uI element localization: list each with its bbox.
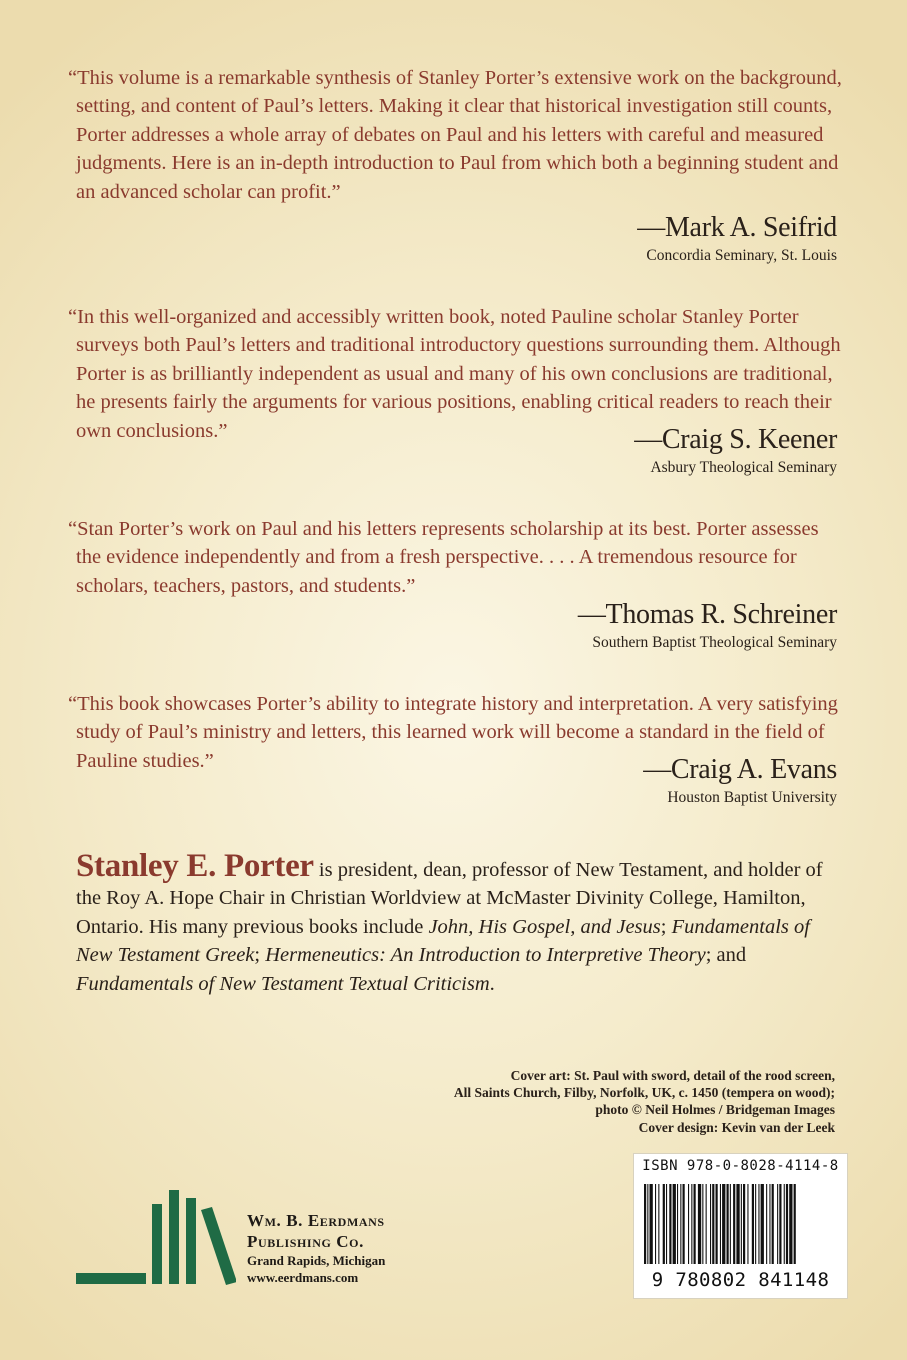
author-name: Stanley E. Porter: [76, 848, 314, 884]
barcode-bar: [722, 1184, 725, 1264]
endorsement-seifrid: [68, 64, 846, 206]
barcode-bar: [769, 1184, 770, 1264]
barcode-bar: [647, 1184, 648, 1264]
cover-credits: [405, 1067, 835, 1136]
endorsement-quote: “This book showcases Porter’s ability to integrate history and interpretation. A very satisfying study of Paul’s ministry and letters, this learned work will become a standard in the field of Pauline studies.”: [68, 693, 838, 772]
barcode-bar: [786, 1184, 788, 1264]
barcode-bar: [747, 1184, 748, 1264]
barcode-bar: [779, 1184, 781, 1264]
barcode-bar: [680, 1184, 681, 1264]
barcode-bar: [702, 1184, 703, 1264]
barcode-bar: [727, 1184, 729, 1264]
endorsement-author-name: —Craig A. Evans: [643, 754, 837, 785]
barcode-bar: [752, 1184, 754, 1264]
barcode-bar: [789, 1184, 792, 1264]
barcode-bar: [761, 1184, 764, 1264]
author-bio: [76, 848, 846, 998]
endorsement-schreiner: [68, 515, 846, 600]
barcode-bar: [741, 1184, 742, 1264]
barcode-bar: [666, 1184, 667, 1264]
barcode-bar: [698, 1184, 701, 1264]
barcode-bar: [766, 1184, 767, 1264]
barcode-bar: [784, 1184, 785, 1264]
barcode-bar: [777, 1184, 778, 1264]
barcode-bar: [688, 1184, 689, 1264]
endorsement-author-name: —Craig S. Keener: [634, 424, 837, 455]
barcode-bar: [720, 1184, 721, 1264]
endorsement-author-institution: Asbury Theological Seminary: [650, 459, 837, 476]
barcode-bar: [743, 1184, 745, 1264]
barcode-bars: [644, 1184, 837, 1270]
publisher-url: www.eerdmans.com: [247, 1270, 359, 1285]
publisher-name: Wm. B. Eerdmans: [247, 1211, 385, 1230]
endorsement-author-institution: Houston Baptist University: [667, 789, 837, 806]
credit-line: Cover art: St. Paul with sword, detail of the rood screen,: [510, 1068, 835, 1083]
barcode-bar: [650, 1184, 653, 1264]
barcode-bar: [716, 1184, 718, 1264]
barcode-bar: [658, 1184, 659, 1264]
barcode-bar: [694, 1184, 696, 1264]
isbn-label: ISBN 978-0-8028-4114-8: [642, 1158, 839, 1174]
barcode-bar: [683, 1184, 685, 1264]
barcode-bar: [758, 1184, 759, 1264]
barcode-bar: [691, 1184, 692, 1264]
barcode-bar: [655, 1184, 656, 1264]
bio-separator: ; and: [705, 944, 747, 967]
credit-line: photo © Neil Holmes / Bridgeman Images: [595, 1102, 835, 1118]
endorsement-author-name: —Thomas R. Schreiner: [577, 599, 837, 630]
credit-line: Cover design: Kevin van der Leek: [638, 1119, 835, 1135]
barcode-bar: [663, 1184, 665, 1264]
publisher-info: [247, 1210, 385, 1286]
book-title: Fundamentals of New Testament Textual Criticism: [76, 972, 490, 995]
bio-separator: ;: [254, 944, 266, 967]
barcode-bar: [673, 1184, 676, 1264]
isbn-barcode: [633, 1153, 848, 1299]
bio-text: is president, dean, professor of New Testament, and holder of the Roy A. Hope Chair in Christian Worldview at McMaster Divinity College, Hamilton, Ontario. His many previous books include: [76, 859, 823, 938]
barcode-bar: [794, 1184, 796, 1264]
endorsement-author-institution: Southern Baptist Theological Seminary: [592, 634, 837, 651]
barcode-bar: [772, 1184, 774, 1264]
barcode-bar: [669, 1184, 671, 1264]
endorsement-quote: “In this well-organized and accessibly written book, noted Pauline scholar Stanley Porter surveys both Paul’s letters and traditional introductory questions surrounding them. Although Porter is as brilliantly independent as usual and many of his own conclusions are traditional, he presents fairly the arguments for various positions, enabling critical readers to reach their own conclusions.”: [68, 306, 841, 442]
bio-end: .: [489, 972, 495, 995]
endorsement-author-institution: Concordia Seminary, St. Louis: [646, 247, 837, 264]
publisher-city: Grand Rapids, Michigan: [247, 1253, 386, 1268]
endorsement-quote: “Stan Porter’s work on Paul and his letters represents scholarship at its best. Porter assesses the evidence independently and from a fresh perspective. . . . A tremendous resource for scholars, teachers, pastors, and students.”: [68, 518, 819, 597]
barcode-bar: [710, 1184, 711, 1264]
barcode-bar: [730, 1184, 731, 1264]
endorsement-author-name: —Mark A. Seifrid: [637, 212, 837, 243]
book-title: Fundamentals of New Testament Greek: [76, 915, 810, 967]
barcode-bar: [755, 1184, 756, 1264]
barcode-bar: [644, 1184, 646, 1264]
book-title: John, His Gospel, and Jesus: [428, 915, 661, 938]
publisher-name-line2: Publishing Co.: [247, 1232, 364, 1251]
eerdmans-logo-icon: [76, 1190, 236, 1286]
barcode-bar: [712, 1184, 714, 1264]
endorsement-quote: “This volume is a remarkable synthesis of Stanley Porter’s extensive work on the background, setting, and content of Paul’s letters. Making it clear that historical investigation still counts, Porter addresses a whole array of debates on Paul and his letters with careful and measured judgments. Here is an in-depth introduction to Paul from which both a beginning student and an advanced scholar can profit.”: [68, 67, 842, 203]
bio-separator: ;: [660, 915, 672, 938]
barcode-bar: [706, 1184, 707, 1264]
credit-line: All Saints Church, Filby, Norfolk, UK, c. 1450 (tempera on wood);: [453, 1085, 835, 1101]
barcode-bar: [736, 1184, 739, 1264]
isbn-digits: 9 780802 841148: [651, 1269, 830, 1291]
barcode-bar: [677, 1184, 678, 1264]
barcode-bar: [733, 1184, 735, 1264]
book-title: Hermeneutics: An Introduction to Interpretive Theory: [265, 944, 706, 967]
